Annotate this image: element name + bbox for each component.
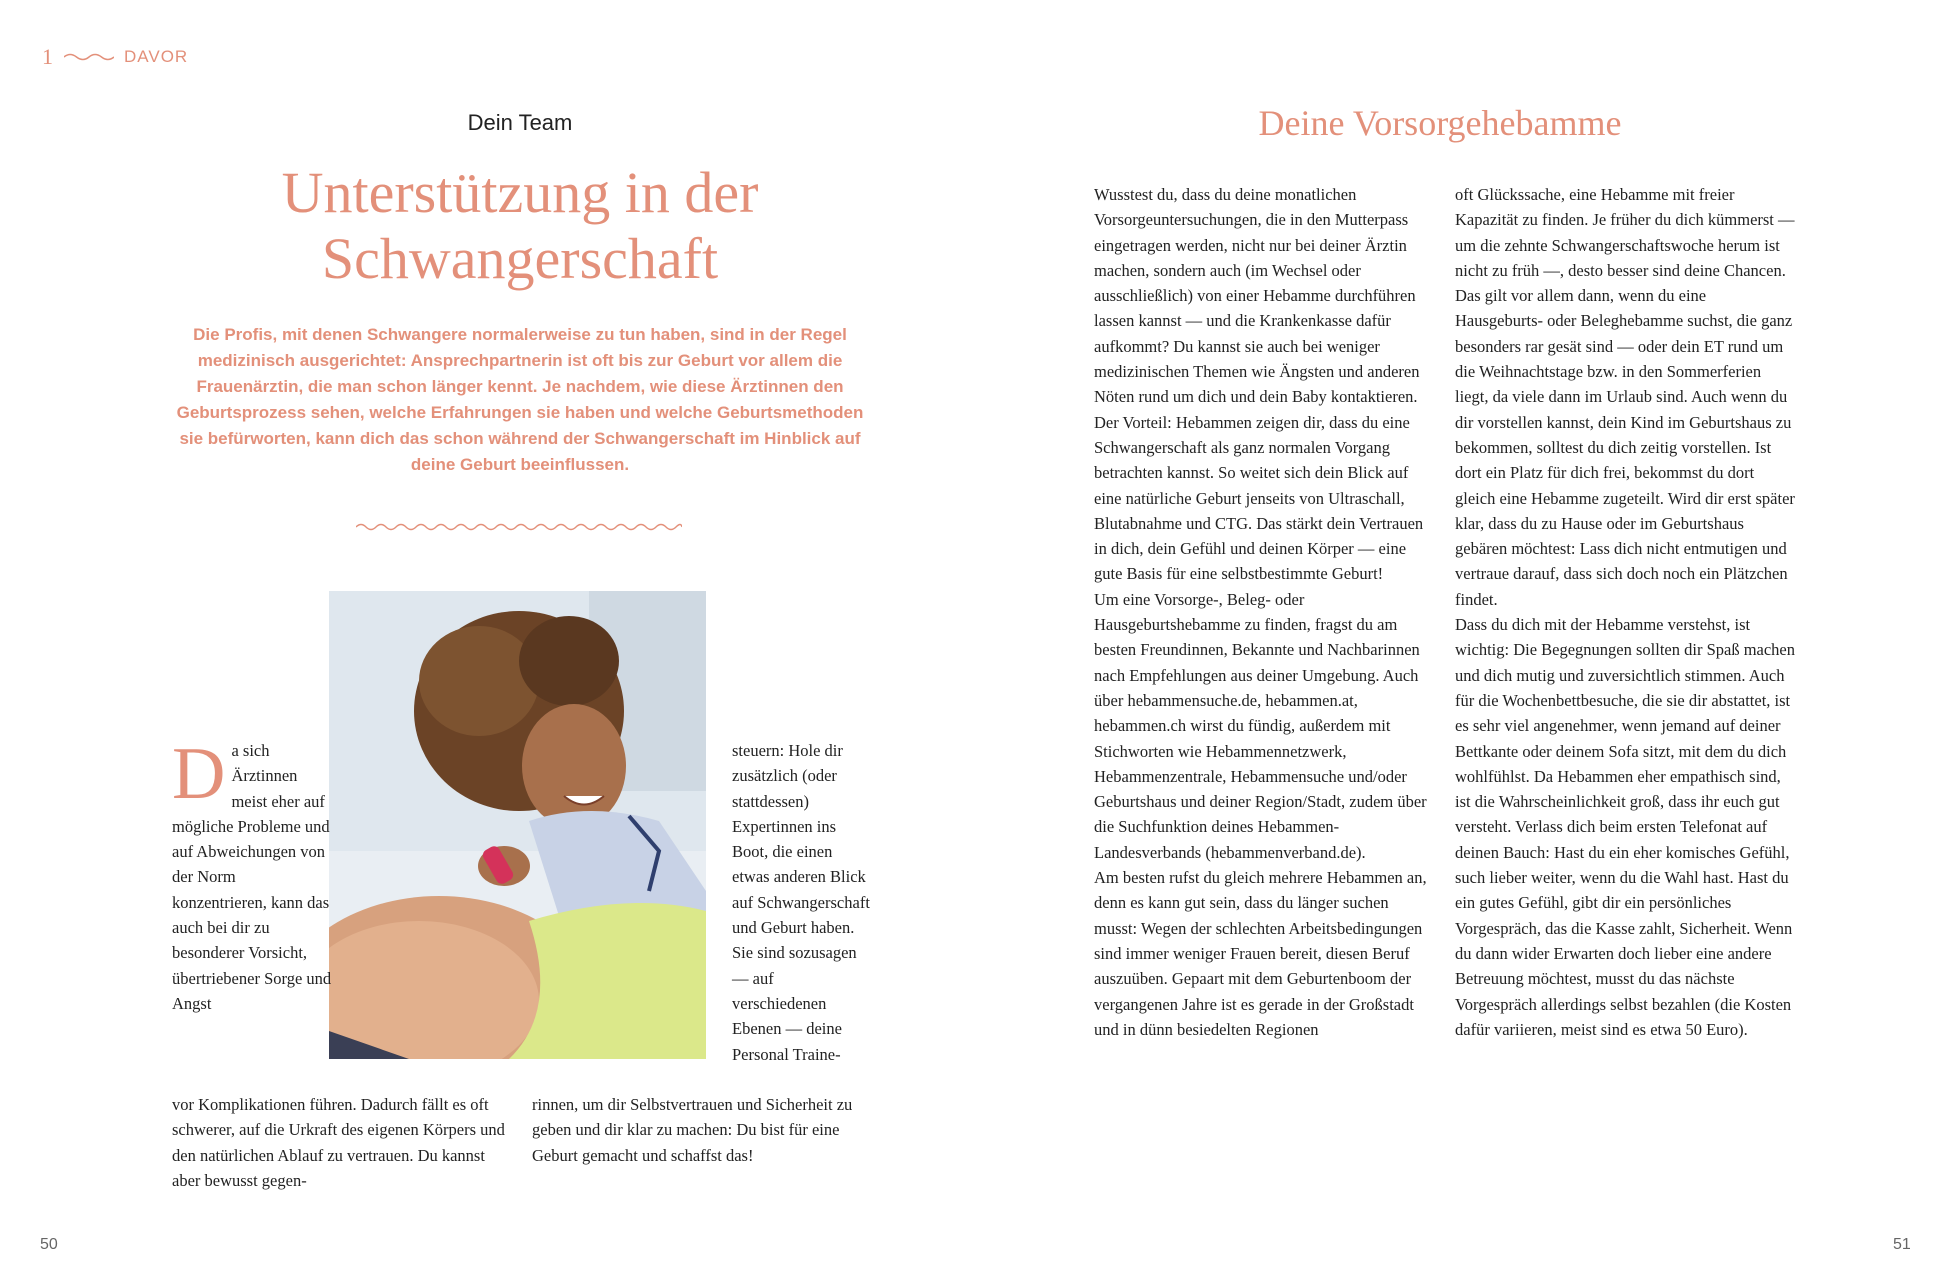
body-right-narrow-text: steuern: Hole dir zusätzlich (oder stattdessen) Expertinnen ins Boot, die einen etwas anderen Blick auf Schwangerschaft und Geburt haben. Sie sind sozusagen — auf verschiedenen Ebenen — deine Personal Traine-	[732, 741, 870, 1064]
paragraph: Dass du dich mit der Hebamme verstehst, ist wichtig: Die Begegnungen sollten dir Spaß machen und dich mutig und zuversichtlich stimmen. Auch für die Wochenbettbesuche, die sie dir abstattet, ist es sehr viel angenehmer, wenn jemand auf deiner Bettkante oder deinem Sofa sitzt, mit dem du dich wohlfühlst. Da Hebammen eher empathisch sind, ist die Wahrscheinlichkeit groß, dass ihr euch gut versteht. Verlass dich beim ersten Telefonat auf deinen Bauch: Hast du ein eher komisches Gefühl, such lieber weiter, wenn du die Wahl hast. Hast du ein gutes Gefühl, gibt dir ein persönliches Vorgespräch, das die Kasse zahlt, Sicherheit. Wenn du dann wider Erwarten doch lieber eine andere Betreuung möchtest, musst du das nächste Vorgespräch allerdings selbst bezahlen (die Kosten dafür variieren, meist sind es etwa 50 Euro).	[1455, 615, 1796, 1039]
body-column-right-wide	[532, 1092, 872, 1168]
running-head	[42, 44, 188, 70]
intro-text: Die Profis, mit denen Schwangere normalerweise zu tun haben, sind in der Regel medizinisch ausgerichtet: Ansprechpartnerin ist oft bis zur Geburt vor allem die Frauenärztin, die man schon länger kennt. Je nachdem, wie diese Ärztinnen den Geburtsprozess sehen, welche Erfahrungen sie haben und welche Geburtsmethoden sie befürworten, kann dich das schon während der Schwangerschaft im Hinblick auf deine Geburt beeinflussen.	[176, 325, 864, 474]
right-column-1	[1094, 182, 1432, 1042]
body-left-wide-text: vor Komplikationen führen. Dadurch fällt es oft schwerer, auf die Urkraft des eigenen Körpers und den natürlichen Ablauf zu vertrauen. Du kannst aber bewusst gegen-	[172, 1095, 505, 1190]
right-column-2	[1455, 182, 1795, 1042]
wave-divider-icon	[356, 520, 682, 534]
page-number-right: 51	[1893, 1236, 1911, 1253]
paragraph: Wusstest du, dass du deine monatlichen Vorsorgeuntersuchungen, die in den Mutterpass eingetragen werden, nicht nur bei deiner Ärztin machen, sondern auch (im Wechsel oder ausschließlich) von einer Hebamme durchführen lassen kannst — und die Krankenkasse dafür aufkommt? Du kannst sie auch bei weniger medizinischen Themen wie Ängsten und anderen Nöten rund um dich und dein Baby kontaktieren. Der Vorteil: Hebammen zeigen dir, dass du eine Schwangerschaft als ganz normalen Vorgang betrachten kannst. So weitet sich dein Blick auf eine natürliche Geburt jenseits von Ultraschall, Blutabnahme und CTG. Das stärkt dein Vertrauen in dich, dein Gefühl und deinen Körper — eine gute Basis für eine selbstbestimmte Geburt!	[1094, 185, 1424, 584]
chapter-label: DAVOR	[124, 47, 189, 66]
body-column-left-wide	[172, 1092, 512, 1193]
paragraph: oft Glückssache, eine Hebamme mit freier Kapazität zu finden. Je früher du dich kümmerst — um die zehnte Schwangerschaftswoche herum ist nicht zu früh —, desto besser sind deine Chancen. Das gilt vor allem dann, wenn du eine Hausgeburts- oder Beleghebamme suchst, die ganz besonders rar gesät sind — oder dein ET rund um die Weihnachtstage bzw. in den Sommerferien liegt, da viele dann im Urlaub sind. Auch wenn du dir vorstellen kannst, dein Kind im Geburtshaus zu bekommen, solltest du dich zeitig vorstellen. Ist dort ein Platz für dich frei, bekommst du dort gleich eine Hebamme zugeteilt. Wird dir erst später klar, dass du zu Hause oder im Geburtshaus gebären möchtest: Lass dich nicht entmutigen und vertraue darauf, dass sich doch noch ein Plätzchen findet.	[1455, 185, 1795, 609]
midwife-photo	[329, 591, 706, 1059]
headline: Unterstützung in der Schwangerschaft	[281, 160, 759, 291]
kicker: Dein Team	[467, 110, 573, 135]
body-column-left	[172, 733, 332, 1016]
wave-ornament-icon	[64, 52, 114, 62]
paragraph: Am besten rufst du gleich mehrere Hebammen an, denn es kann gut sein, dass du länger suchen musst: Wegen der schlechten Arbeitsbedingungen sind immer weniger Frauen bereit, diesen Beruf auszuüben. Gepaart mit dem Geburtenboom der vergangenen Jahre ist es gerade in der Großstadt und in dünn besiedelten Regionen	[1094, 868, 1427, 1039]
body-left-narrow-text: a sich Ärztinnen meist eher auf mögliche Probleme und auf Abweichungen von der Norm konzentrieren, kann das auch bei dir zu besonderer Vorsicht, übertriebener Sorge und Angst	[172, 741, 332, 1013]
chapter-number: 1	[42, 44, 54, 69]
paragraph: Um eine Vorsorge-, Beleg- oder Hausgeburtshebamme zu finden, fragst du am besten Freundinnen, Bekannte und Nachbarinnen nach Empfehlungen aus deiner Umgebung. Auch über hebammensuche.de, hebammen.at, hebammen.ch wirst du fündig, außerdem mit Stichworten wie Hebammennetzwerk, Hebammenzentrale, Hebammensuche und/oder Geburtshaus und deiner Region/Stadt, zudem über die Suchfunktion deines Hebammen-Landesverbands (hebammenverband.de).	[1094, 589, 1427, 862]
body-right-wide-text: rinnen, um dir Selbstvertrauen und Sicherheit zu geben und dir klar zu machen: Du bist für eine Geburt gemacht und schaffst das!	[532, 1095, 853, 1165]
drop-cap: D	[172, 733, 226, 815]
body-column-right	[732, 738, 872, 1067]
page-number-left: 50	[40, 1236, 58, 1253]
midwife-illustration	[329, 591, 706, 1059]
section-title: Deine Vorsorgehebamme	[1258, 103, 1622, 143]
